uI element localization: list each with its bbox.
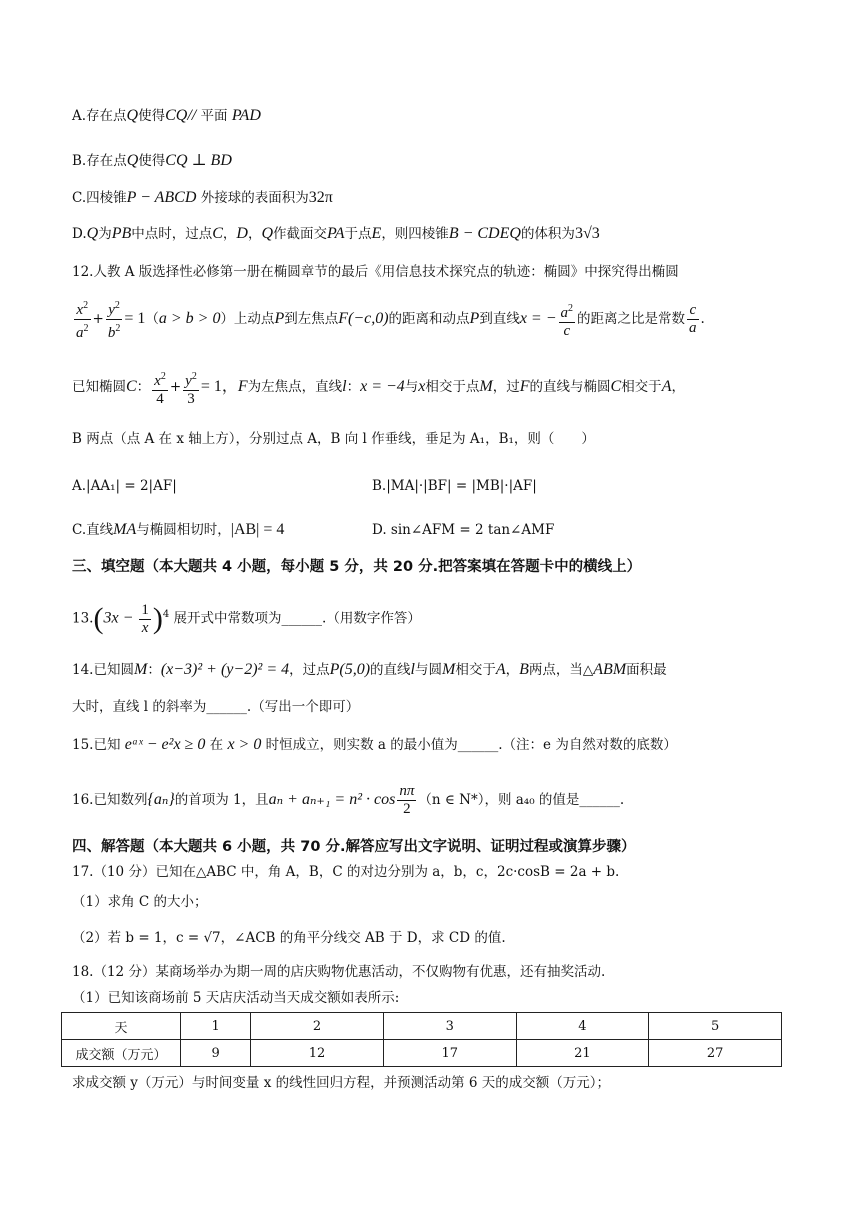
question-text: 的首项为 1，且 xyxy=(174,792,269,808)
math-expr: （n ∈ N*） xyxy=(418,792,485,808)
stem-text: 与 xyxy=(404,379,419,395)
q17-part1: （1）求角 C 的大小； xyxy=(72,894,208,910)
question-text: 时恒成立，则实数 a 的最小值为______.（注：e 为自然对数的底数） xyxy=(261,737,677,753)
math-expr: P − ABCD xyxy=(126,189,197,206)
table-cell: 3 xyxy=(383,1013,516,1040)
math-var: MA xyxy=(113,521,137,538)
math-var: l xyxy=(410,661,415,678)
option-text: 作截面交 xyxy=(273,226,328,242)
q12-option-b[interactable]: B.|MA|·|BF| = |MB|·|AF| xyxy=(372,478,537,494)
question-text: 展开式中常数项为______.（用数字作答） xyxy=(169,610,421,627)
math-var: M xyxy=(479,378,493,395)
question-number: 13. xyxy=(72,610,94,627)
stem-text: ，过 xyxy=(492,379,520,395)
q11-option-d[interactable] xyxy=(72,224,600,244)
fraction-c-a: $\frac{c}{a}$ xyxy=(689,302,697,336)
fraction-x2-a2: $\frac{x^2}{a^2}$ xyxy=(74,297,91,342)
math-var: M xyxy=(133,661,148,678)
math-var: ABM xyxy=(593,661,627,678)
q12-stem-line3: 已知椭圆C： $\frac{x^2}{4}$ + $\frac{y^2}{3}$ = 1，F为左焦点，直线l：x = −4与x相交于点M，过F的直线与椭圆C相交于A， xyxy=(72,367,685,408)
math-expr: x > 0 xyxy=(227,736,262,753)
math-var: Q xyxy=(261,225,274,242)
math-expr: B − CDEQ xyxy=(448,225,521,242)
fraction-y2-3: $\frac{y^2}{3}$ xyxy=(183,368,199,408)
stem-text: 的距离之比是常数 xyxy=(577,311,686,327)
question-text: ： xyxy=(147,662,161,678)
question-text: ，则 a₄₀ 的值是______. xyxy=(484,792,625,808)
q12-option-c[interactable] xyxy=(72,520,284,540)
question-text: ，过点 xyxy=(289,662,330,678)
math-expr: a > b > 0 xyxy=(158,310,221,327)
option-text: 的体积为 xyxy=(520,226,575,242)
math-var: P xyxy=(469,310,480,327)
option-text: 平面 xyxy=(196,108,232,124)
fraction-x2-4: $\frac{x^2}{4}$ xyxy=(152,368,168,408)
option-text: 使得 xyxy=(138,108,166,124)
question-text: 与圆 xyxy=(415,662,442,678)
stem-text: 的直线与椭圆 xyxy=(529,379,611,395)
table-cell: 2 xyxy=(251,1013,384,1040)
option-text: B.存在点 xyxy=(72,153,127,169)
q15 xyxy=(72,735,677,755)
table-row xyxy=(62,1040,782,1067)
math-expr: CQ ⊥ BD xyxy=(165,152,232,169)
stem-text: 的距离和动点 xyxy=(388,311,470,327)
q12-stem-line4: B 两点（点 A 在 x 轴上方），分别过点 A，B 向 l 作垂线，垂足为 A₁，B₁，则（ ） xyxy=(72,431,595,447)
q13: 13.(3x − $\frac{1}{x}$ )$^4$ 展开式中常数项为______.（用数字作答） xyxy=(72,601,421,636)
stem-text: （ xyxy=(145,311,159,327)
math-var: PA xyxy=(327,225,345,242)
fraction-npi-2: $\frac{n\pi}{2}$ xyxy=(399,783,415,817)
math-var: A xyxy=(661,378,672,395)
fraction-y2-b2: $\frac{y^2}{b^2}$ xyxy=(106,297,123,342)
math-var: E xyxy=(371,225,382,242)
math-var: F xyxy=(237,378,248,395)
math-var: A xyxy=(495,661,506,678)
option-text: ， xyxy=(247,226,262,242)
option-text: C.直线 xyxy=(72,522,114,538)
option-text: 外接球的表面积为 xyxy=(200,190,309,206)
stem-text: ： xyxy=(346,379,361,395)
q17-line1: 17.（10 分）已知在△ABC 中，角 A，B，C 的对边分别为 a，b，c，2c·cosB = 2a + b. xyxy=(72,864,620,880)
q11-option-c[interactable] xyxy=(72,188,333,208)
stem-text: . xyxy=(700,311,705,327)
option-text: 使得 xyxy=(138,153,166,169)
stem-text: 为左焦点，直线 xyxy=(247,379,343,395)
q14-line1 xyxy=(72,660,667,680)
q17-part2: （2）若 b = 1，c = √7，∠ACB 的角平分线交 AB 于 D，求 CD 的值. xyxy=(72,930,506,946)
math-expr: 32π xyxy=(308,189,333,206)
math-expr: |AB| = 4 xyxy=(230,521,285,538)
math-var: P xyxy=(274,310,285,327)
stem-text: 到直线 xyxy=(479,311,520,327)
q11-option-a[interactable] xyxy=(72,106,261,126)
option-text: D. xyxy=(72,226,87,242)
math-expr: x = − xyxy=(519,310,557,327)
math-var: PAD xyxy=(231,107,261,124)
table-cell: 1 xyxy=(181,1013,251,1040)
math-expr: CQ// xyxy=(165,107,197,124)
section-3-heading: 三、填空题（本大题共 4 小题，每小题 5 分，共 20 分.把答案填在答题卡中的横线上） xyxy=(72,559,642,575)
math-var: PB xyxy=(111,225,132,242)
math-var: l xyxy=(342,378,347,395)
math-var: C xyxy=(610,378,622,395)
table-header-cell: 天 xyxy=(62,1013,181,1040)
question-text: 15.已知 xyxy=(72,737,125,753)
option-text: 与椭圆相切时， xyxy=(136,522,231,538)
math-var: D xyxy=(236,225,248,242)
table-cell: 27 xyxy=(649,1040,782,1067)
stem-text: 相交于点 xyxy=(425,379,480,395)
math-expr: 3√3 xyxy=(574,225,600,242)
table-cell: 5 xyxy=(649,1013,782,1040)
option-text: 于点 xyxy=(344,226,372,242)
stem-text: 到左焦点 xyxy=(284,311,339,327)
question-text: 相交于 xyxy=(455,662,496,678)
q14-line2: 大时，直线 l 的斜率为______.（写出一个即可） xyxy=(72,699,360,715)
math-expr: F(−c,0) xyxy=(338,310,389,327)
option-text: 中点时，过点 xyxy=(131,226,213,242)
math-expr: eᵃˣ − e²x ≥ 0 xyxy=(124,736,206,753)
math-var: x xyxy=(418,378,426,395)
option-text: ，则四棱锥 xyxy=(381,226,449,242)
table-cell: 9 xyxy=(181,1040,251,1067)
section-4-heading: 四、解答题（本大题共 6 小题，共 70 分.解答应写出文字说明、证明过程或演算步骤） xyxy=(72,839,636,855)
q12-option-a[interactable]: A.|AA₁| = 2|AF| xyxy=(72,478,177,494)
sales-table xyxy=(61,1012,782,1067)
fraction-a2-c: $\frac{a^2}{c}$ xyxy=(559,300,576,340)
math-expr: aₙ + aₙ₊₁ = n² · cos xyxy=(268,791,396,808)
question-text: 16.已知数列 xyxy=(72,792,148,808)
math-expr: = 1， xyxy=(200,378,238,395)
math-expr: P(5,0) xyxy=(329,661,371,678)
stem-text: 已知椭圆 xyxy=(72,379,126,395)
table-cell: 12 xyxy=(251,1040,384,1067)
stem-text: ： xyxy=(136,379,151,395)
q12-stem-line1: 12.人教 A 版选择性必修第一册在椭圆章节的最后《用信息技术探究点的轨迹：椭圆》中探究得出椭圆 xyxy=(72,264,679,280)
option-text: 为 xyxy=(98,226,112,242)
q18-line1: 18.（12 分）某商场举办为期一周的店庆购物优惠活动，不仅购物有优惠，还有抽奖活动. xyxy=(72,964,606,980)
option-text: A.存在点 xyxy=(72,108,127,124)
q18-part1: （1）已知该商场前 5 天店庆活动当天成交额如表所示: xyxy=(72,990,400,1006)
q11-option-b[interactable] xyxy=(72,151,232,171)
math-var: M xyxy=(442,661,456,678)
question-text: 14.已知圆 xyxy=(72,662,134,678)
math-var: B xyxy=(519,661,529,678)
q12-stem-line2: $\frac{x^2}{a^2}$ + $\frac{y^2}{b^2}$ = 1（a > b > 0）上动点P到左焦点F(−c,0)的距离和动点P到直线x = − $\frac{a^2}{c}$ 的距离之比是常数 $\frac{c}{a}$ . xyxy=(72,297,705,342)
math-expr: 3x − xyxy=(103,609,138,627)
math-var: Q xyxy=(126,152,139,169)
exponent: 4 xyxy=(162,609,170,620)
stem-text: ， xyxy=(671,379,685,395)
math-var: C xyxy=(126,378,137,395)
stem-text: ）上动点 xyxy=(220,311,275,327)
q12-option-d[interactable]: D. sin∠AFM = 2 tan∠AMF xyxy=(372,522,555,538)
option-text: ， xyxy=(222,226,237,242)
fraction-1-x: $\frac{1}{x}$ xyxy=(141,601,149,636)
question-text: 两点，当△ xyxy=(528,662,594,678)
q18-line3: 求成交额 y（万元）与时间变量 x 的线性回归方程，并预测活动第 6 天的成交额（万元）； xyxy=(72,1075,611,1091)
stem-text: 相交于 xyxy=(621,379,662,395)
table-header-cell: 成交额（万元） xyxy=(62,1040,181,1067)
math-expr: (x−3)² + (y−2)² = 4 xyxy=(160,661,290,678)
question-text: 在 xyxy=(205,737,228,753)
math-expr: {aₙ} xyxy=(147,791,175,808)
question-text: 的直线 xyxy=(370,662,411,678)
question-text: 面积最 xyxy=(626,662,667,678)
math-expr: x = −4 xyxy=(360,378,405,395)
math-var: F xyxy=(519,378,530,395)
q16 xyxy=(72,780,624,820)
option-text: C.四棱锥 xyxy=(72,190,127,206)
table-cell: 21 xyxy=(516,1040,649,1067)
table-row xyxy=(62,1013,782,1040)
math-var: Q xyxy=(126,107,139,124)
table-cell: 17 xyxy=(383,1040,516,1067)
math-var: Q xyxy=(86,225,99,242)
table-cell: 4 xyxy=(516,1013,649,1040)
question-text: ， xyxy=(505,662,520,678)
math-var: C xyxy=(212,225,223,242)
